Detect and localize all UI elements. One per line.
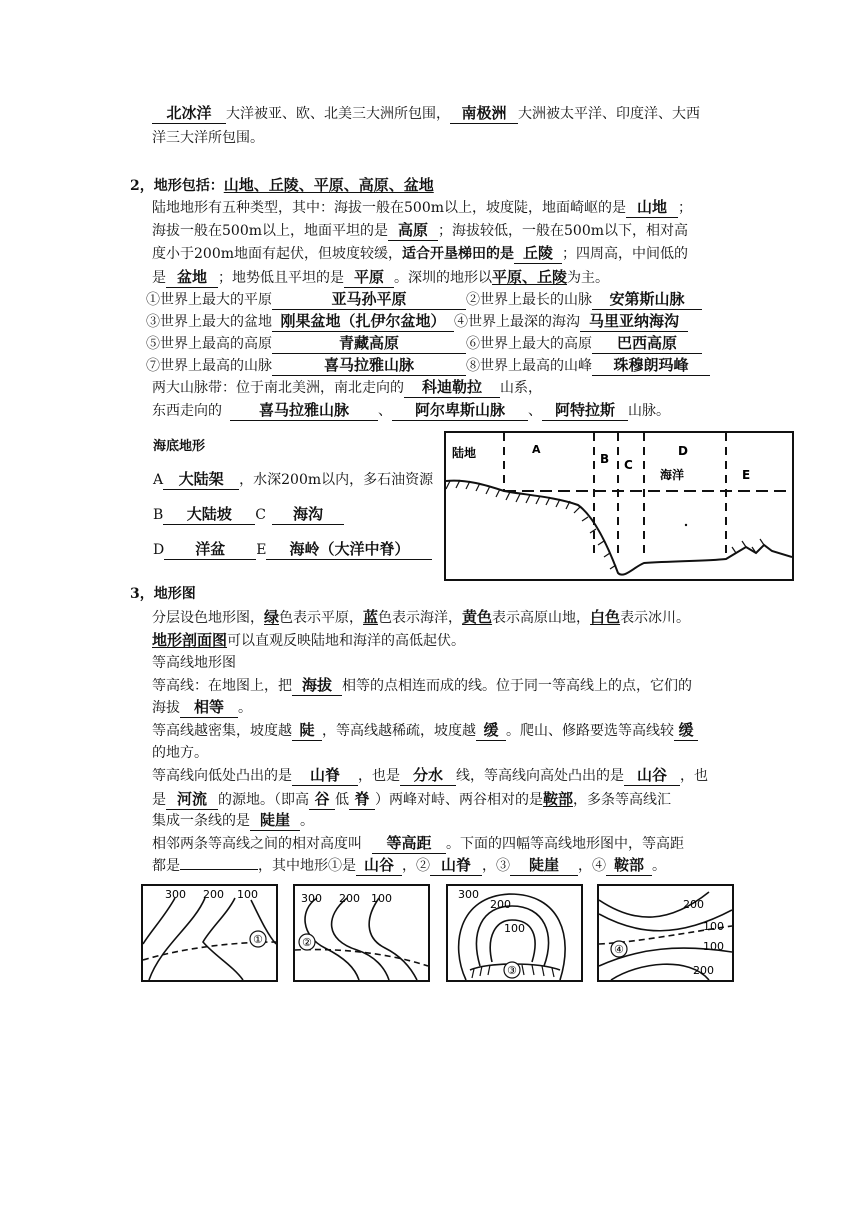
seabed-title: 海底地形 bbox=[153, 439, 206, 454]
contour-def-line-1: 等高线：在地图上，把 海拔 相等的点相连而成的线。位于同一等高线上的点，它们的 bbox=[152, 676, 692, 694]
answer-antarctica: 南极洲 bbox=[461, 104, 507, 122]
section-2-heading: 2，地形包括：山地、丘陵、平原、高原、盆地 bbox=[130, 176, 434, 194]
landform-para-1: 陆地地形有五种类型，其中：海拔一般在500m以上，坡度陡，地面崎岖的是 山地 ； bbox=[152, 198, 692, 216]
map-4-label: ④ bbox=[614, 943, 624, 956]
contour-map-3 bbox=[446, 884, 583, 982]
world-record-row-1: ①世界上最大的平原 亚马孙平原 ②世界上最长的山脉 安第斯山脉 bbox=[146, 290, 702, 310]
svg-text:200: 200 bbox=[203, 888, 224, 901]
svg-text:100: 100 bbox=[237, 888, 258, 901]
diagram-label-c: C bbox=[624, 458, 633, 472]
diagram-label-a: A bbox=[532, 443, 541, 456]
ocean-line-1: 北冰洋 大洋被亚、欧、北美三大洲所包围， 南极洲 大洲被太平洋、印度洋、大西 bbox=[152, 104, 700, 124]
contour-map-4 bbox=[597, 884, 734, 982]
interval-line-2: 都是 ，其中地形①是 山谷 ，② 山脊 ，③ 陡崖 ，④ 鞍部 。 bbox=[152, 856, 666, 874]
svg-text:100: 100 bbox=[371, 892, 392, 905]
seabed-de-line: D 洋盆 E 海岭（大洋中脊） bbox=[153, 540, 432, 560]
ocean-line-2: 洋三大洋所包围。 bbox=[152, 130, 264, 146]
world-record-row-3: ⑤世界上最高的高原 青藏高原 ⑥世界上最大的高原 巴西高原 bbox=[146, 334, 702, 354]
mountain-belt-line-1: 两大山脉带：位于南北美洲，南北走向的 科迪勒拉 山系， bbox=[152, 378, 542, 396]
color-map-line: 分层设色地形图，绿色表示平原，蓝色表示海洋，黄色表示高原山地，白色表示冰川。 bbox=[152, 608, 691, 626]
ridge-valley-line: 等高线向低处凸出的是 山脊 ，也是 分水 线，等高线向高处凸出的是 山谷 ，也 bbox=[152, 766, 708, 784]
diagram-label-land: 陆地 bbox=[452, 446, 477, 460]
answer-arctic: 北冰洋 bbox=[166, 104, 212, 122]
profile-map-line: 地形剖面图可以直观反映陆地和海洋的高低起伏。 bbox=[152, 631, 466, 649]
svg-text:200: 200 bbox=[490, 898, 511, 911]
svg-text:200: 200 bbox=[693, 964, 714, 977]
landform-para-4: 是 盆地 ；地势低且平坦的是 平原 。深圳的地形以平原、丘陵为主。 bbox=[152, 268, 610, 286]
interval-line: 相邻两条等高线之间的相对高度叫 等高距 。下面的四幅等高线地形图中，等高距 bbox=[152, 834, 684, 852]
seabed-bc-line: B 大陆坡 C 海沟 bbox=[153, 505, 344, 525]
diagram-label-e: E bbox=[742, 468, 751, 482]
diagram-label-b: B bbox=[600, 452, 610, 466]
svg-text:300: 300 bbox=[165, 888, 186, 901]
mountain-belt-line-2: 东西走向的 喜马拉雅山脉 、 阿尔卑斯山脉 、 阿特拉斯 山脉。 bbox=[152, 401, 670, 419]
profile-hatching bbox=[446, 480, 764, 569]
contour-map-1 bbox=[141, 884, 278, 982]
diagram-label-ocean: 海洋 bbox=[660, 468, 685, 482]
ridge-valley-line-2: 是 河流 的源地。（即高 谷 低 脊 ）两峰对峙、两谷相对的是鞍部，多条等高线汇 bbox=[152, 790, 672, 808]
contour-map-heading: 等高线地形图 bbox=[152, 655, 236, 671]
contour-def-line-2: 海拔 相等 。 bbox=[152, 698, 252, 716]
diagram-label-d: D bbox=[678, 444, 688, 458]
svg-text:100: 100 bbox=[703, 940, 724, 953]
landform-para-2: 海拔一般在500m以上，地面平坦的是 高原 ；海拔较低，一般在500m以下，相对高 bbox=[152, 221, 688, 239]
svg-text:200: 200 bbox=[683, 898, 704, 911]
seabed-a-line: A 大陆架 ，水深200m以内，多石油资源 bbox=[153, 470, 434, 488]
section-3-heading: 3，地形图 bbox=[130, 586, 196, 602]
contour-density-line: 等高线越密集，坡度越 陡 ，等高线越稀疏，坡度越 缓 。爬山、修路要选等高线较 缓 bbox=[152, 721, 698, 741]
map-3-label: ③ bbox=[507, 964, 517, 977]
map-1-label: ① bbox=[253, 933, 263, 946]
cliff-line: 集成一条线的是 陡崖 。 bbox=[152, 811, 314, 829]
world-record-row-2: ③世界上最大的盆地 刚果盆地（扎伊尔盆地） ④世界上最深的海沟 马里亚纳海沟 bbox=[146, 312, 688, 332]
contour-density-line-2: 的地方。 bbox=[152, 745, 208, 761]
seabed-diagram bbox=[444, 431, 794, 581]
map-2-label: ② bbox=[302, 936, 312, 949]
landform-types: 山地、丘陵、平原、高原、盆地 bbox=[223, 176, 434, 194]
svg-text:100: 100 bbox=[703, 920, 724, 933]
svg-text:100: 100 bbox=[504, 922, 525, 935]
svg-text:300: 300 bbox=[301, 892, 322, 905]
contour-map-2 bbox=[293, 884, 430, 982]
landform-para-3: 度小于200m地面有起伏，但坡度较缓，适合开垦梯田的是 丘陵 ；四周高，中间低的 bbox=[152, 244, 688, 262]
svg-text:300: 300 bbox=[458, 888, 479, 901]
world-record-row-4: ⑦世界上最高的山脉 喜马拉雅山脉 ⑧世界上最高的山峰 珠穆朗玛峰 bbox=[146, 356, 710, 376]
svg-text:200: 200 bbox=[339, 892, 360, 905]
